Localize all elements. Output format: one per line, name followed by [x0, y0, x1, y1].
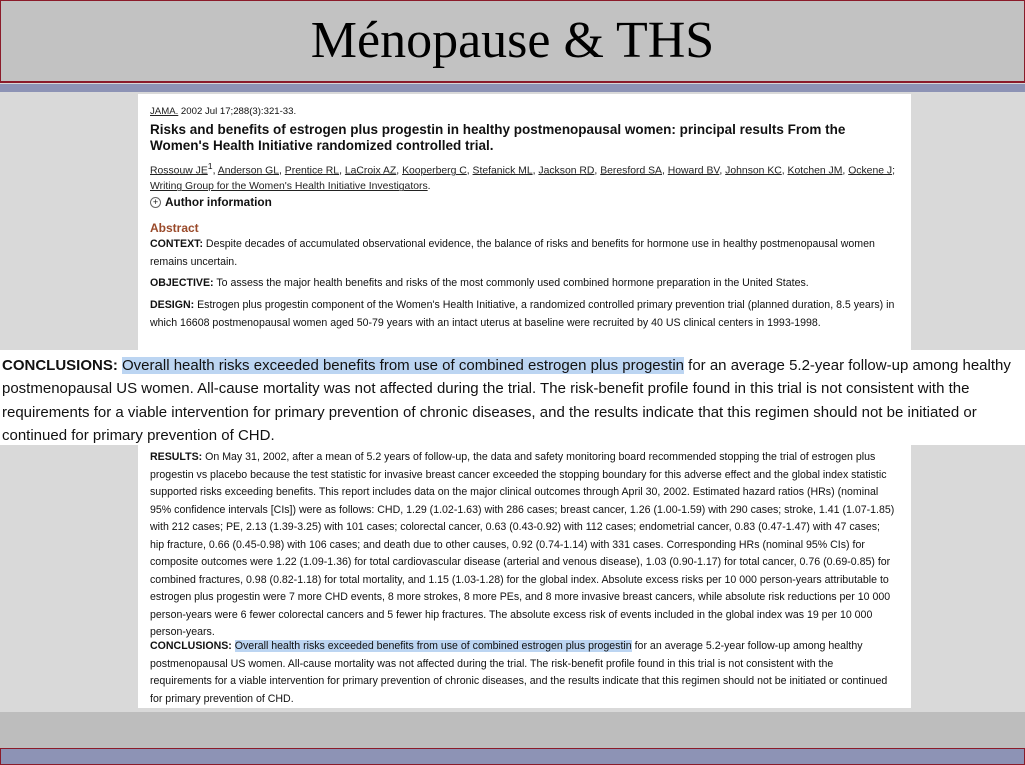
author-separator: , — [842, 165, 849, 177]
objective-label: OBJECTIVE: — [150, 277, 214, 289]
design-label: DESIGN: — [150, 299, 195, 311]
abstract-heading: Abstract — [150, 221, 199, 235]
enlarged-conclusions-highlight: Overall health risks exceeded benefits from use of combined estrogen plus progestin — [122, 357, 684, 374]
conclusions-label: CONCLUSIONS: — [150, 640, 232, 652]
author-separator: , — [719, 165, 726, 177]
context-text: Despite decades of accumulated observational evidence, the balance of risks and benefits for hormone use in healthy postmenopausal women remains uncertain. — [150, 238, 875, 268]
conclusions-section — [150, 638, 895, 708]
author-separator: , — [532, 165, 539, 177]
author-separator: , — [212, 165, 218, 177]
author-separator: , — [466, 165, 473, 177]
objective-section — [150, 275, 895, 293]
author-link[interactable]: Stefanick ML — [472, 165, 533, 177]
affiliation-superscript: 1 — [207, 161, 213, 171]
conclusions-text: for an average 5.2-year follow-up among healthy postmenopausal US women. All-cause mortality was not affected during the trial. The risk-benefit profile found in this trial is not consistent with the requirements for a viable intervention for primary prevention of chronic diseases, and the results indicate that this regimen should not be initiated or continued for primary prevention of CHD. — [150, 640, 888, 705]
author-link[interactable]: Jackson RD — [538, 165, 595, 177]
author-link[interactable]: Rossouw JE — [150, 165, 208, 177]
title-divider-band — [0, 84, 1025, 92]
author-separator: , — [396, 165, 403, 177]
journal-link[interactable]: JAMA. — [150, 106, 179, 117]
enlarged-conclusions-text: for an average 5.2-year follow-up among healthy postmenopausal US women. All-cause mortality was not affected during the trial. The risk-benefit profile found in this trial is not consistent with the requirements for a viable intervention for primary prevention of chronic diseases, and the results indicate that this regimen should not be initiated or continued for primary prevention of CHD. — [2, 357, 1011, 445]
enlarged-conclusions-label: CONCLUSIONS: — [2, 357, 118, 374]
author-link[interactable]: Ockene J — [848, 165, 893, 177]
author-separator: , — [781, 165, 788, 177]
bottom-bar — [0, 748, 1025, 765]
author-separator: , — [594, 165, 601, 177]
author-separator: ; — [892, 165, 895, 177]
author-link[interactable]: LaCroix AZ — [344, 165, 397, 177]
author-separator: . — [427, 181, 431, 193]
conclusions-highlight: Overall health risks exceeded benefits from use of combined estrogen plus progestin — [234, 640, 632, 652]
results-text: On May 31, 2002, after a mean of 5.2 years of follow-up, the data and safety monitoring board recommended stopping the trial of estrogen plus progestin vs placebo because the test statistic for invasive breast cancer exceeded the stopping boundary for this adverse effect and the global index statistic supported risks exceeding benefits. This report includes data on the major clinical outcomes through April 30, 2002. Estimated hazard ratios (HRs) (nominal 95% confidence intervals [CIs]) were as follows: CHD, 1.29 (1.02-1.63) with 286 cases; breast cancer, 1.26 (1.00-1.59) with 290 cases; stroke, 1.41 (1.07-1.85) with 212 cases; PE, 2.13 (1.39-3.25) with 101 cases; colorectal cancer, 0.63 (0.43-0.92) with 112 cases; endometrial cancer, 0.83 (0.47-1.47) with 47 cases; hip fracture, 0.66 (0.45-0.98) with 106 cases; and death due to other causes, 0.92 (0.74-1.14) with 331 cases. Corresponding HRs (nominal 95% CIs) for composite outcomes were 1.22 (1.09-1.36) for total cardiovascular disease (arterial and venous disease), 1.03 (0.90-1.17) for total cancer, 0.76 (0.69-0.85) for combined fractures, 0.98 (0.82-1.18) for total mortality, and 1.15 (1.03-1.28) for the global index. Absolute excess risks per 10 000 person-years attributable to estrogen plus progestin were 7 more CHD events, 8 more strokes, 8 more PEs, and 8 more invasive breast cancers, while absolute risk reductions per 10 000 person-years were 6 fewer colorectal cancers and 5 fewer hip fractures. The absolute excess risk of events included in the global index was 19 per 10 000 person-years. — [150, 451, 895, 638]
author-separator: , — [661, 165, 668, 177]
objective-text: To assess the major health benefits and risks of the most commonly used combined hormone preparation in the United States. — [213, 277, 809, 289]
author-information-label: Author information — [165, 195, 272, 209]
author-separator: , — [339, 165, 345, 177]
slide-title: Ménopause & THS — [310, 12, 715, 69]
enlarged-conclusions-callout — [0, 350, 1025, 445]
context-label: CONTEXT: — [150, 238, 203, 250]
plus-circle-icon[interactable]: + — [150, 197, 161, 208]
design-section — [150, 297, 895, 332]
author-link[interactable]: Writing Group for the Women's Health Initiative Investigators — [150, 181, 428, 193]
article-title: Risks and benefits of estrogen plus progestin in healthy postmenopausal women: principal results From the Women's Health Initiative randomized controlled trial. — [150, 122, 846, 153]
author-link[interactable]: Howard BV — [667, 165, 720, 177]
design-text: Estrogen plus progestin component of the Women's Health Initiative, a randomized controlled primary prevention trial (planned duration, 8.5 years) in which 16608 postmenopausal women aged 50-79 years with an intact uterus at baseline were recruited by 40 US clinical centers in 1993-1998. — [150, 299, 895, 329]
author-link[interactable]: Kotchen JM — [787, 165, 843, 177]
author-link[interactable]: Beresford SA — [600, 165, 662, 177]
results-label: RESULTS: — [150, 451, 203, 463]
citation — [150, 103, 895, 121]
author-link[interactable]: Kooperberg C — [402, 165, 467, 177]
author-link[interactable]: Anderson GL — [217, 165, 280, 177]
author-link[interactable]: Prentice RL — [284, 165, 340, 177]
bottom-strip — [0, 712, 1025, 748]
results-section — [150, 449, 895, 642]
author-link[interactable]: Johnson KC — [725, 165, 782, 177]
citation-details: 2002 Jul 17;288(3):321-33. — [178, 106, 297, 117]
slide-title-bar — [0, 0, 1025, 83]
author-list — [150, 158, 895, 195]
author-separator: , — [279, 165, 285, 177]
context-section — [150, 236, 895, 271]
author-information-toggle[interactable] — [150, 194, 895, 212]
